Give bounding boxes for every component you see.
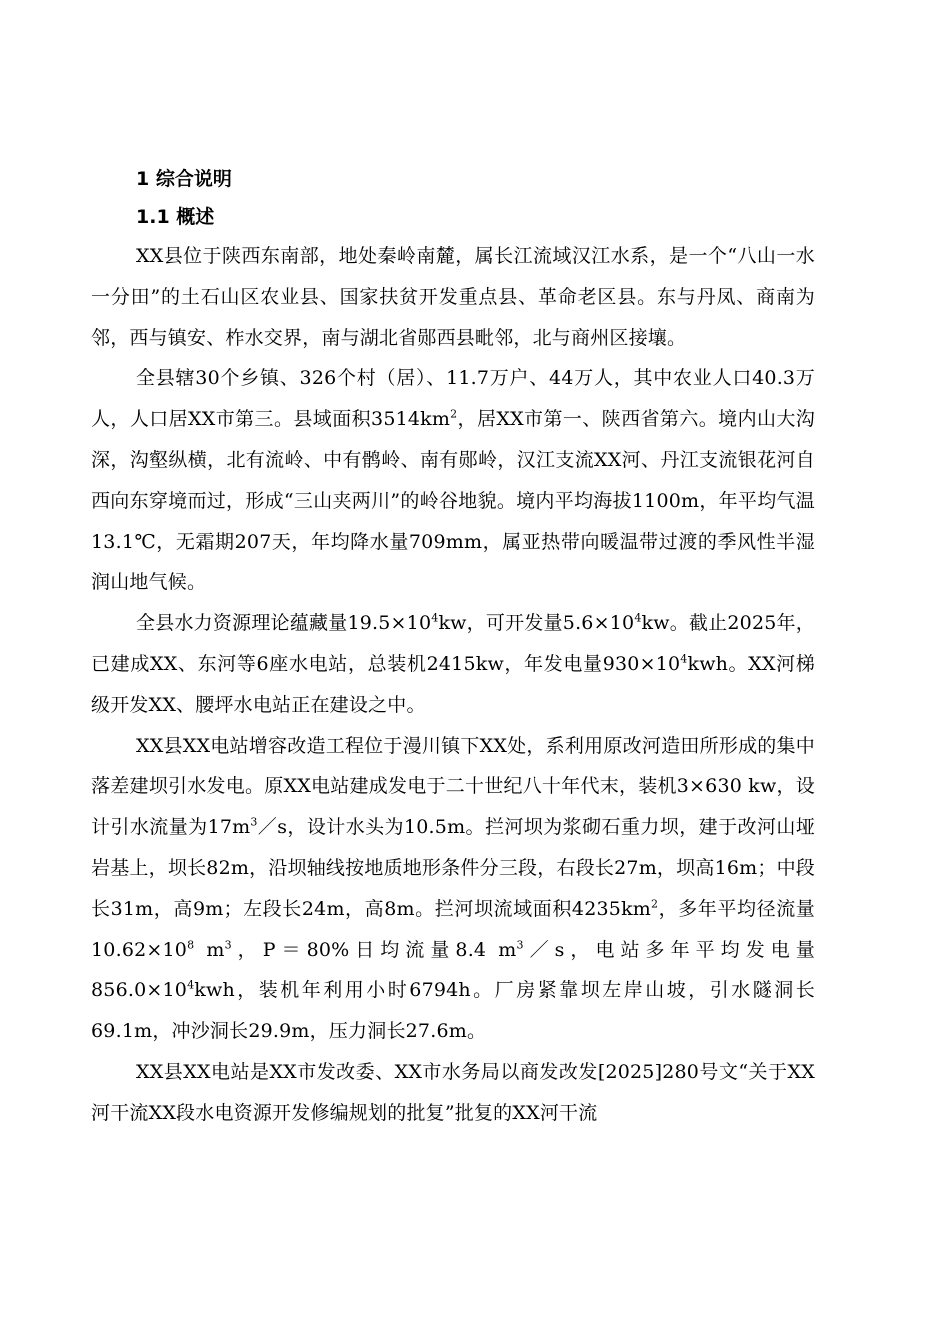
superscript: 4 bbox=[431, 611, 439, 625]
paragraph-location: XX县位于陕西东南部，地处秦岭南麓，属长江流域汉江水系，是一个“八山一水一分田”的土石山区农业县、国家扶贫开发重点县、革命老区县。东与丹凤、商南为邻，西与镇安、柞水交界，南与湖北省郧西县毗邻，北与商州区接壤。 bbox=[91, 245, 815, 349]
superscript: 4 bbox=[634, 611, 642, 625]
superscript: 3 bbox=[250, 815, 258, 829]
superscript: 2 bbox=[651, 897, 659, 911]
paragraph-population bbox=[91, 358, 815, 603]
subsection-heading: 1.1 概述 bbox=[136, 206, 215, 228]
paragraph-approval: XX县XX电站是XX市发改委、XX市水务局以商发改发[2025]280号文“关于XX河干流XX段水电资源开发修编规划的批复”批复的XX河干流 bbox=[91, 1060, 815, 1124]
text-run: kwh。XX河梯级开发XX、腰坪水电站正在建设之中。 bbox=[91, 652, 816, 716]
text-run: ／s，设计水头为10.5m。拦河坝为浆砌石重力坝，建于改河山垭岩基上，坝长82m，沿坝轴线按地质地形条件分三段，右段长27m，坝高16m；中段长31m，高9m；左段长24m，高8m。拦河坝流域面积4235km bbox=[91, 816, 816, 920]
paragraph-station bbox=[91, 726, 815, 1052]
text-run: m bbox=[194, 938, 225, 961]
text-run: kw，可开发量5.6×10 bbox=[438, 612, 635, 635]
text-run: 全县水力资源理论蕴藏量19.5×10 bbox=[136, 612, 432, 635]
section-heading: 1 综合说明 bbox=[136, 168, 232, 190]
superscript: 2 bbox=[450, 407, 458, 421]
superscript: 3 bbox=[516, 938, 524, 952]
text-run: ／s，电站多年平均发电量856.0×10 bbox=[91, 938, 815, 1002]
text-run: kwh，装机年利用小时6794h。厂房紧靠坝左岸山坡，引水隧洞长69.1m，冲沙洞长29.9m，压力洞长27.6m。 bbox=[91, 979, 815, 1043]
document-body bbox=[91, 160, 815, 1134]
superscript: 4 bbox=[187, 979, 195, 993]
superscript: 4 bbox=[680, 652, 688, 666]
text-run: ，P＝80%日均流量8.4 m bbox=[231, 938, 517, 961]
text-run: 全县辖30个乡镇、326个村（居）、11.7万户、44万人，其中农业人口40.3万人，人口居XX市第三。县域面积3514km bbox=[91, 367, 815, 431]
text-run: ，居XX市第一、陕西省第六。境内山大沟深，沟壑纵横，北有流岭、中有鹘岭、南有郧岭，汉江支流XX河、丹江支流银花河自西向东穿境而过，形成“三山夹两川”的岭谷地貌。境内平均海拔1100m，年平均气温13.1℃，无霜期207天，年均降水量709mm，属亚热带向暖温带过渡的季风性半湿润山地气候。 bbox=[91, 408, 816, 594]
text-run: XX县XX电站增容改造工程位于漫川镇下XX处，系利用原改河造田所形成的集中落差建坝引水发电。原XX电站建成发电于二十世纪八十年代末，装机3×630 kw，设计引水流量为17m bbox=[91, 734, 815, 839]
superscript: 8 bbox=[187, 938, 195, 952]
paragraph-hydropower bbox=[91, 603, 815, 725]
superscript: 3 bbox=[224, 938, 232, 952]
text-run: kw。截止2025年，已建成XX、东河等6座水电站，总装机2415kw，年发电量930×10 bbox=[91, 612, 815, 675]
text-run: ，多年平均径流量10.62×10 bbox=[91, 897, 815, 961]
